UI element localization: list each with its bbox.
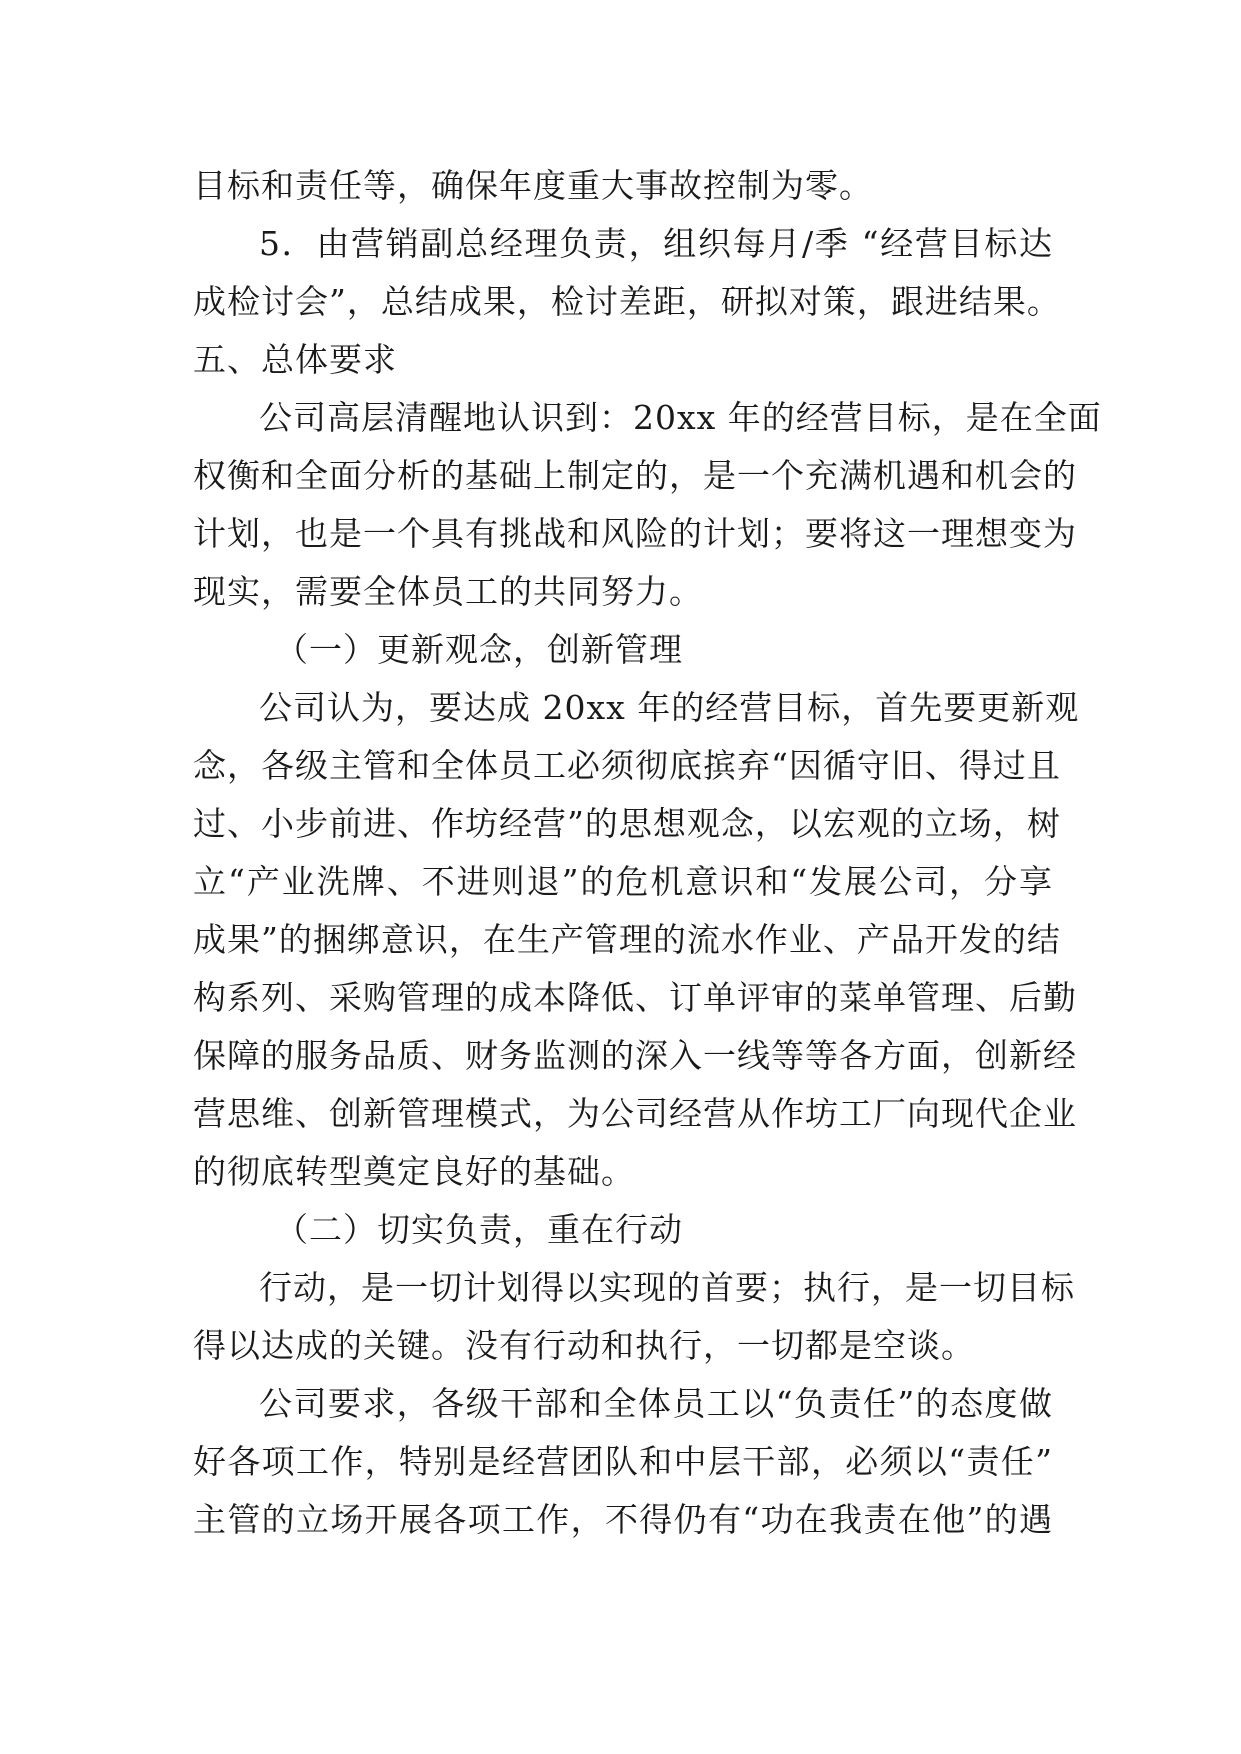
paragraph-start: 行动，是一切计划得以实现的首要；执行，是一切目标: [259, 1268, 1075, 1307]
text-line: 权衡和全面分析的基础上制定的，是一个充满机遇和机会的: [193, 456, 1077, 495]
text-line: 得以达成的关键。没有行动和执行，一切都是空谈。: [193, 1326, 975, 1365]
document-body: [193, 157, 1102, 1549]
text-line: 保障的服务品质、财务监测的深入一线等等各方面，创新经: [193, 1036, 1077, 1075]
text-line: 好各项工作，特别是经营团队和中层干部，必须以“责任”: [193, 1442, 1053, 1481]
section-heading: 五、总体要求: [193, 340, 397, 379]
list-item-5: 5．由营销副总经理负责，组织每月/季 “经营目标达: [259, 224, 1053, 263]
text-line: 的彻底转型奠定良好的基础。: [193, 1152, 635, 1191]
paragraph-start: 公司认为，要达成 20xx 年的经营目标，首先要更新观: [259, 688, 1080, 727]
text-line: 念，各级主管和全体员工必须彻底摈弃“因循守旧、得过且: [193, 746, 1061, 785]
text-line: 成果”的捆绑意识，在生产管理的流水作业、产品开发的结: [193, 920, 1061, 959]
paragraph-start: 公司要求，各级干部和全体员工以“负责任”的态度做: [259, 1384, 1053, 1423]
text-line: 过、小步前进、作坊经营”的思想观念，以宏观的立场，树: [193, 804, 1061, 843]
text-line: 计划，也是一个具有挑战和风险的计划；要将这一理想变为: [193, 514, 1077, 553]
text-line: 现实，需要全体员工的共同努力。: [193, 572, 703, 611]
text-line: 目标和责任等，确保年度重大事故控制为零。: [193, 166, 873, 205]
text-line: 主管的立场开展各项工作，不得仍有“功在我责在他”的遇: [193, 1500, 1053, 1539]
subsection-heading: （二）切实负责，重在行动: [275, 1210, 683, 1249]
text-line: 成检讨会”，总结成果，检讨差距，研拟对策，跟进结果。: [193, 282, 1061, 321]
text-line: 营思维、创新管理模式，为公司经营从作坊工厂向现代企业: [193, 1094, 1077, 1133]
paragraph-start: 公司高层清醒地认识到：20xx 年的经营目标，是在全面: [259, 398, 1102, 437]
text-line: 立“产业洗牌、不进则退”的危机意识和“发展公司，分享: [193, 862, 1053, 901]
subsection-heading: （一）更新观念，创新管理: [275, 630, 683, 669]
text-line: 构系列、采购管理的成本降低、订单评审的菜单管理、后勤: [193, 978, 1077, 1017]
